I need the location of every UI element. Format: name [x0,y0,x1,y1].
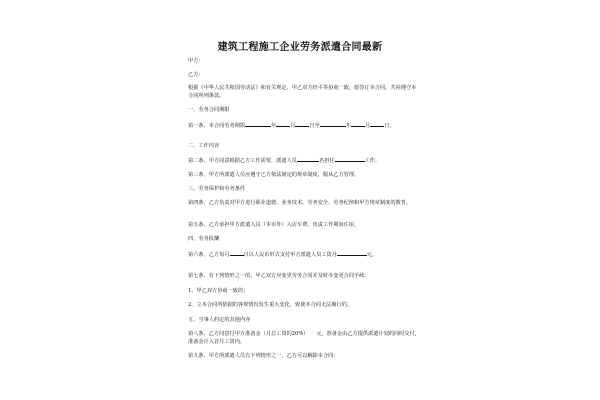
article-1-text-d: 日至 [309,123,320,129]
list-item-1: 1、甲乙双方协商一致的； [188,288,249,294]
article-1-text-c: 月 [290,123,296,129]
blank-start-month [276,121,290,127]
party-b-line: 乙方： [188,72,204,78]
section-5-heading: 五、当事人约定的其他内容 [188,317,251,323]
blank-end-day [370,121,384,127]
article-1-text-f: 月 [365,123,371,129]
blank-pay-day [230,250,244,256]
article-1-text-b: 年 [271,123,277,129]
blank-end-year [320,121,346,127]
article-2-text-b: 名担任 [318,158,335,164]
article-1-text-a: 第一条、本合同劳务期限 [188,123,246,129]
section-3-heading: 三、劳务保护和劳务条件 [188,186,246,192]
blank-headcount [297,156,319,162]
preamble-paragraph: 根据《中华人民共和国劳动法》和有关规定，甲乙双方经平等协商一致，愿签订本合同，共同遵守本合同所列条款。 [188,85,417,99]
article-9: 第九条、甲方所派遣人员有下列情形之一，乙方可以解除本合同： [188,353,339,359]
article-2-text-a: 第二条、甲方同意根据乙方工作需要，派遣人员 [188,158,297,164]
article-8: 第八条、乙方同意付甲方准备金（月总工资的20%） 元，准备金由乙方提供派遣计划的同时交付，准备金计入首月工资内。 [188,331,420,345]
list-item-2: 2、立本合同所依据的客观情况发生重大变化，致使本合同无法履行的。 [188,302,353,308]
blank-monthly-wage [337,250,367,256]
article-1-text-g: 日。 [384,123,395,129]
section-2-heading: 二、工作内容 [188,143,220,149]
article-7: 第七条、有下列情形之一的，甲乙双方应变更劳务合同并及时办变更合同手续： [188,273,370,279]
article-3: 第三条、甲方所派遣人员应遵守乙方依法制定的规章制度，服从乙方管理。 [188,172,360,178]
section-1-heading: 一、劳务合同期限 [188,107,230,113]
article-2-text-c: 工作。 [364,158,381,164]
article-5: 第五条、乙方承担甲方派遣人员（本市外）入店车费，负责工作期间住宿。 [188,222,360,228]
article-1 [188,121,395,130]
document-title: 建筑工程施工企业劳务派遣合同最新 [217,42,383,53]
blank-end-month [351,121,365,127]
article-2 [188,156,380,165]
article-4: 第四条、乙方负责对甲方进行职业道德、业务技术、劳务安全、劳务纪律和甲方规章制度的教育。 [188,200,412,206]
blank-position [335,156,365,162]
article-6-text-a: 第六条、乙方每月 [188,252,230,258]
article-1-text-e: 年 [345,123,352,129]
party-a-line: 甲方： [188,58,204,64]
section-4-heading: 四、劳务报酬 [188,236,220,242]
article-6-text-c: 元。 [366,252,378,258]
blank-start-year [245,121,271,127]
article-6 [188,250,420,259]
article-6-text-b: 日以人民币形式支付甲方派遣人员工资月 [243,252,337,258]
blank-start-day [295,121,309,127]
